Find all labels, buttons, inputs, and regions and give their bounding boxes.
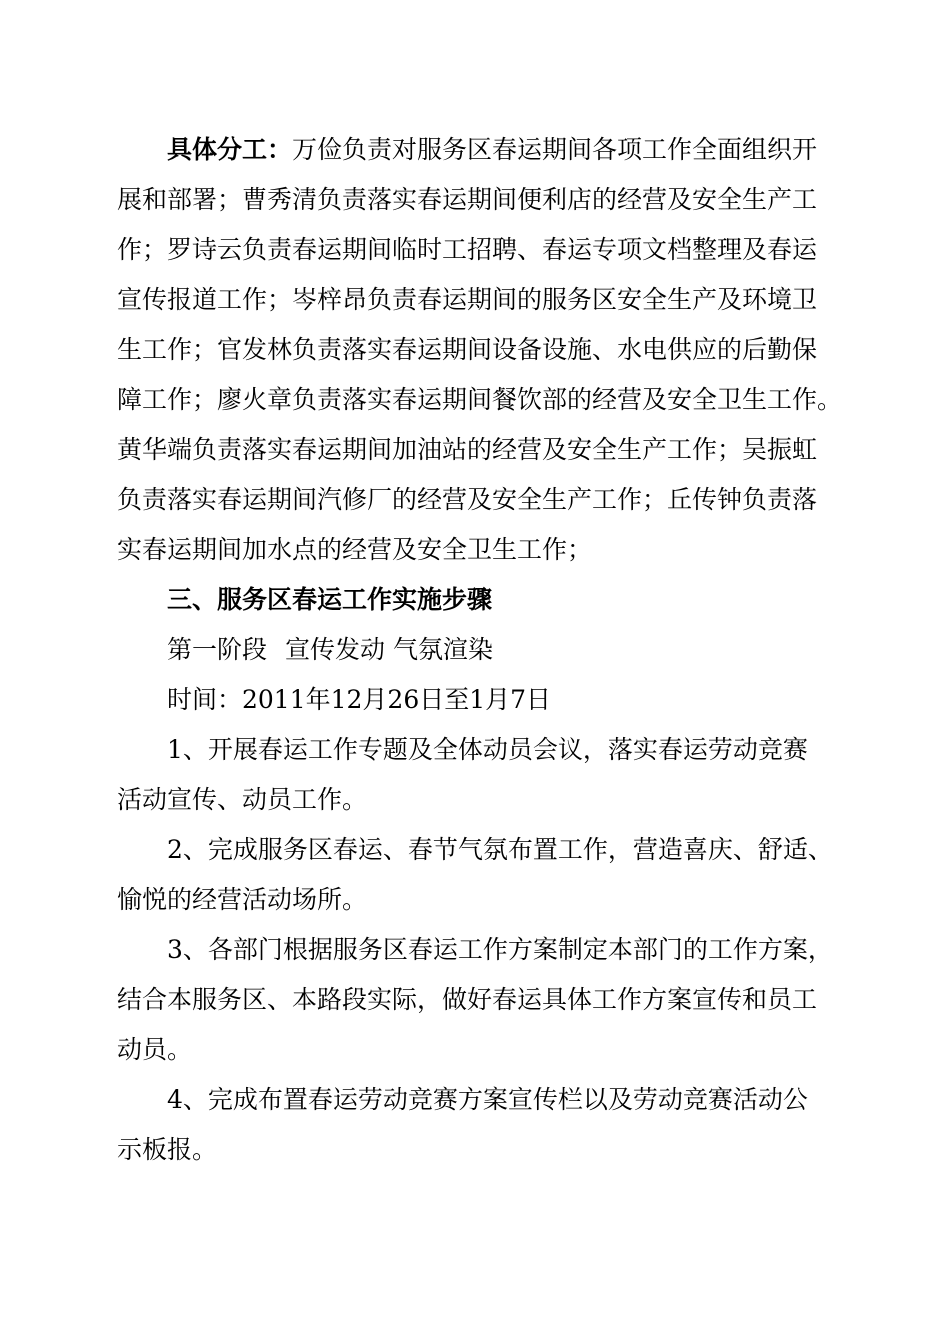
- division-label: 具体分工：: [167, 135, 293, 164]
- task-line: 示板报。: [117, 1135, 218, 1164]
- task-line: 3、各部门根据服务区春运工作方案制定本部门的工作方案，: [167, 935, 833, 964]
- paragraph-text: 万俭负责对服务区春运期间各项工作全面组织开: [292, 135, 818, 164]
- section-heading: 三、服务区春运工作实施步骤: [167, 585, 493, 614]
- paragraph-line: 生工作；官发林负责落实春运期间设备设施、水电供应的后勤保: [117, 335, 818, 364]
- paragraph-line: 作；罗诗云负责春运期间临时工招聘、春运专项文档整理及春运: [117, 235, 818, 264]
- paragraph-line: 黄华端负责落实春运期间加油站的经营及安全生产工作；吴振虹: [117, 435, 818, 464]
- paragraph-line: 展和部署；曹秀清负责落实春运期间便利店的经营及安全生产工: [117, 185, 818, 214]
- task-line: 活动宣传、动员工作。: [117, 785, 368, 814]
- document-page: [117, 125, 847, 1175]
- paragraph-line: 宣传报道工作；岑梓昂负责春运期间的服务区安全生产及环境卫: [117, 285, 818, 314]
- stage-title: [117, 625, 847, 675]
- task-line: 1、开展春运工作专题及全体动员会议，落实春运劳动竞赛: [167, 735, 808, 764]
- paragraph-line: 障工作；廖火章负责落实春运期间餐饮部的经营及安全卫生工作。: [117, 385, 843, 414]
- division-paragraph: [117, 125, 847, 575]
- stage-theme: 宣传发动 气氛渲染: [285, 635, 493, 664]
- task-line: 动员。: [117, 1035, 193, 1064]
- stage-time: 时间：2011年12月26日至1月7日: [167, 685, 552, 714]
- task-line: 4、完成布置春运劳动竞赛方案宣传栏以及劳动竞赛活动公: [167, 1085, 808, 1114]
- task-line: 结合本服务区、本路段实际，做好春运具体工作方案宣传和员工: [117, 985, 818, 1014]
- task-item-1: [117, 725, 847, 825]
- task-item-3: [117, 925, 847, 1075]
- paragraph-line: 实春运期间加水点的经营及安全卫生工作；: [117, 535, 593, 564]
- task-line: 2、完成服务区春运、春节气氛布置工作，营造喜庆、舒适、: [167, 835, 833, 864]
- task-line: 愉悦的经营活动场所。: [117, 885, 368, 914]
- paragraph-line: 负责落实春运期间汽修厂的经营及安全生产工作；丘传钟负责落: [117, 485, 818, 514]
- task-item-2: [117, 825, 847, 925]
- task-item-4: [117, 1075, 847, 1175]
- stage-number: 第一阶段: [167, 635, 268, 664]
- paragraph-line: [117, 125, 847, 175]
